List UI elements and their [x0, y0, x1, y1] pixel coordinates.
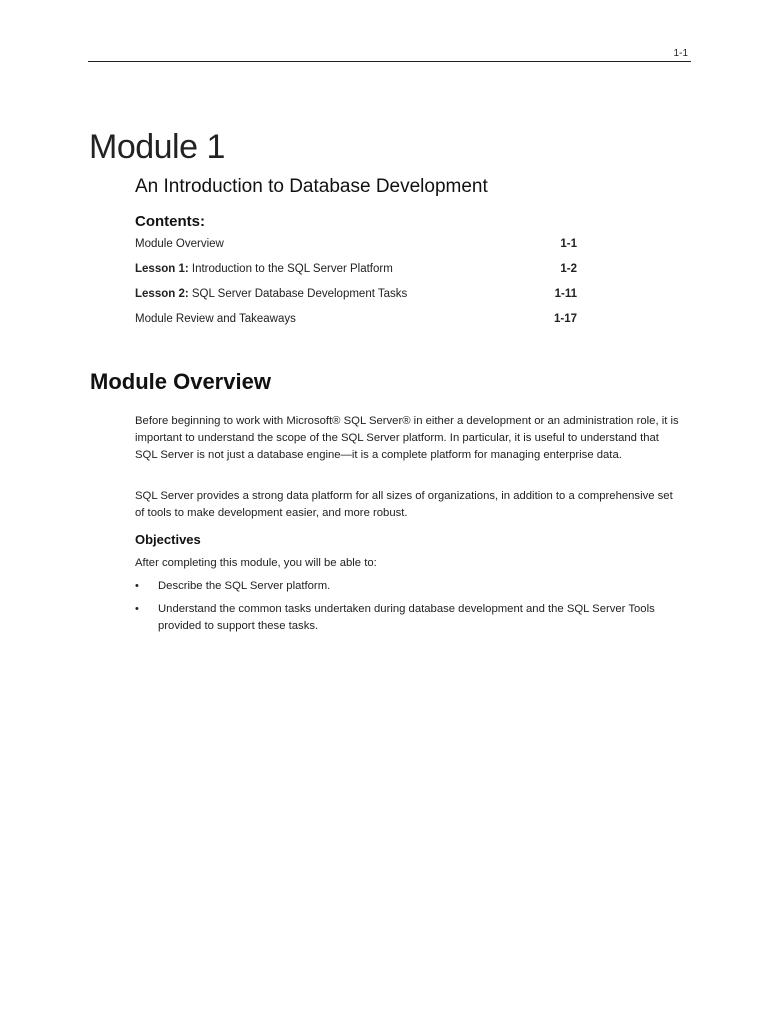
- objective-item: [135, 578, 680, 595]
- objective-text: Describe the SQL Server platform.: [158, 580, 331, 592]
- objectives-heading: Objectives: [135, 532, 201, 547]
- toc-item-text: Module Overview: [135, 238, 224, 250]
- toc-item-module-overview[interactable]: [135, 238, 577, 263]
- page-number: 1-1: [673, 48, 688, 59]
- toc-item-text: Introduction to the SQL Server Platform: [188, 263, 393, 275]
- bullet-icon: •: [135, 602, 139, 615]
- bullet-icon: •: [135, 580, 139, 592]
- toc-item-text: SQL Server Database Development Tasks: [188, 288, 408, 300]
- toc-item-lesson-1[interactable]: [135, 263, 577, 288]
- toc-item-label: [135, 238, 224, 250]
- toc-item-page: 1-1: [560, 238, 577, 250]
- toc-item-label: [135, 288, 407, 300]
- contents-heading: Contents:: [135, 213, 205, 230]
- toc-item-prefix: Lesson 1:: [135, 263, 189, 275]
- overview-paragraph-1: Before beginning to work with Microsoft® SQL Server® in either a development or an administration role, it is important to understand the scope of the SQL Server platform. In particular, it is useful to understand that SQL Server is not just a database engine—it is a complete platform for managing enterprise data.: [135, 415, 679, 461]
- toc-item-text: Module Review and Takeaways: [135, 313, 296, 325]
- toc-item-page: 1-11: [554, 288, 577, 300]
- module-subtitle: An Introduction to Database Development: [135, 176, 488, 197]
- toc-item-page: 1-2: [560, 263, 577, 275]
- objective-text: Understand the common tasks undertaken during database development and the SQL Server Tools provided to support these tasks.: [158, 602, 655, 632]
- table-of-contents: [135, 238, 577, 338]
- objectives-list: [135, 578, 680, 640]
- toc-item-module-review[interactable]: [135, 313, 577, 338]
- toc-item-lesson-2[interactable]: [135, 288, 577, 313]
- toc-item-prefix: Lesson 2:: [135, 288, 189, 300]
- header-rule: [88, 61, 691, 62]
- toc-item-page: 1-17: [553, 313, 577, 325]
- section-heading-module-overview: Module Overview: [90, 369, 271, 394]
- module-title: Module 1: [89, 128, 225, 166]
- objective-item: [135, 601, 680, 635]
- objectives-intro: After completing this module, you will be able to:: [135, 557, 377, 569]
- overview-paragraph-2: SQL Server provides a strong data platform for all sizes of organizations, in addition to a comprehensive set of tools to make development easier, and more robust.: [135, 490, 673, 519]
- toc-item-label: [135, 313, 296, 325]
- toc-item-label: [135, 263, 393, 275]
